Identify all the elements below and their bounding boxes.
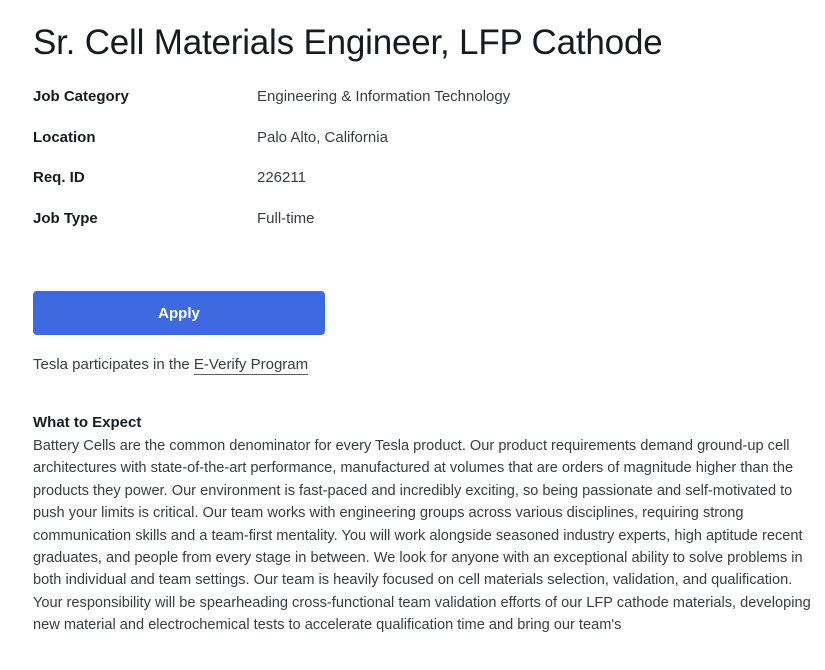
detail-value-location: Palo Alto, California bbox=[257, 128, 388, 146]
detail-value-req-id: 226211 bbox=[257, 169, 306, 186]
detail-value-job-type: Full-time bbox=[257, 209, 315, 227]
detail-label-category: Job Category bbox=[33, 88, 129, 105]
detail-row-job-type bbox=[33, 208, 733, 249]
what-to-expect-section bbox=[33, 413, 825, 637]
everify-prefix: Tesla participates in the bbox=[33, 356, 194, 373]
job-details bbox=[33, 86, 733, 248]
everify-link[interactable]: E-Verify Program bbox=[193, 356, 309, 373]
everify-notice bbox=[33, 354, 308, 376]
detail-row-req-id bbox=[33, 167, 733, 208]
apply-button[interactable]: Apply bbox=[33, 291, 325, 335]
detail-label-job-type: Job Type bbox=[33, 209, 98, 227]
detail-label-req-id: Req. ID bbox=[33, 169, 85, 186]
detail-label-location: Location bbox=[33, 128, 96, 146]
section-heading: What to Expect bbox=[33, 414, 142, 431]
detail-value-category: Engineering & Information Technology bbox=[257, 88, 511, 105]
section-body: Battery Cells are the common denominator for every Tesla product. Our product requirements demand ground-up cell architectures with state-of-the-art performance, manufactured at volumes that are orders of magnitude higher than the products they power. Our environment is fast-paced and incredibly exciting, so being passionate and self-motivated to push your limits is critical. Our team works with engineering groups across various disciplines, requiring strong communication skills and a team-first mentality. You will work alongside seasoned industry experts, high aptitude recent graduates, and people from every stage in between. We look for anyone with an exceptional ability to solve problems in both individual and team settings. Our team is heavily focused on cell materials selection, validation, and qualification. Your responsibility will be spearheading cross-functional team validation efforts of our LFP cathode materials, developing new material and electrochemical tests to accelerate qualification time and bring our team's bbox=[33, 438, 811, 634]
detail-row-location bbox=[33, 127, 733, 168]
detail-row-category bbox=[33, 86, 733, 127]
page-title: Sr. Cell Materials Engineer, LFP Cathode bbox=[33, 23, 663, 62]
